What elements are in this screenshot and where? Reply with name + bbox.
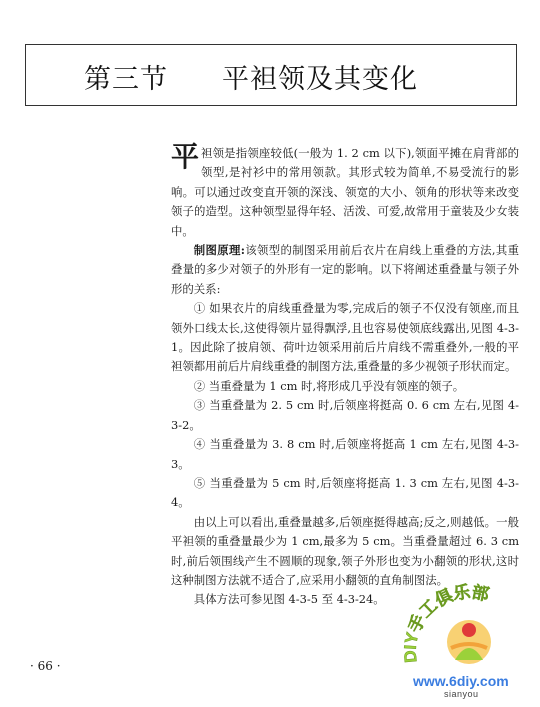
list-item-4: ④ 当重叠量为 3. 8 cm 时,后领座将挺高 1 cm 左右,见图 4-3-3。 (171, 437, 519, 471)
list-item-2: ② 当重叠量为 1 cm 时,将形成几乎没有领座的领子。 (193, 378, 465, 393)
logo-arc-text: Y手工俱乐部 (403, 582, 491, 646)
diy-club-logo-icon (403, 570, 533, 680)
page-number: · 66 · (30, 659, 61, 673)
drop-cap: 平 (171, 140, 200, 173)
list-item-1: ① 如果衣片的肩线重叠量为零,完成后的领子不仅没有领座,而且领外口线太长,这使得领片显得飘浮,且也容易使领底线露出,见图 4-3-1。因此除了披肩领、荷叶边领采用前后片肩线不需重叠外,一般的平袒领都用前后片肩线重叠的制图方法,重叠量的多少视领子形状而定。 (171, 301, 519, 374)
list-item-3: ③ 当重叠量为 2. 5 cm 时,后领座将挺高 0. 6 cm 左右,见图 4-3-2。 (171, 398, 519, 432)
intro-text: 袒领是指领座较低(一般为 1. 2 cm 以下),领面平摊在肩背部的领型,是衬衫中的常用领款。其形式较为简单,不易受流行的影响。可以通过改变直开领的深浅、领宽的大小、领角的形状等来改变领子的造型。这种领型显得年轻、活泼、可爱,故常用于童装及少女装中。 (171, 146, 519, 238)
logo-site-url: www.6diy.com (413, 673, 509, 689)
section-number: 第三节 (84, 64, 168, 95)
body-text (171, 140, 519, 610)
principle-label: 制图原理: (193, 243, 245, 258)
reference-paragraph: 具体方法可参见图 4-3-5 至 4-3-24。 (193, 592, 385, 607)
list-item-5: ⑤ 当重叠量为 5 cm 时,后领座将挺高 1. 3 cm 左右,见图 4-3-4。 (171, 475, 519, 510)
principle-paragraph (171, 241, 519, 299)
section-name: 平袒领及其变化 (222, 64, 418, 95)
conclusion-paragraph: 由以上可以看出,重叠量越多,后领座挺得越高;反之,则越低。一般平袒领的重叠量最少为 1 cm,最多为 5 cm。当重叠量超过 6. 3 cm 时,前后领围线产生不圆顺的现象,领子外形也变为小翻领的形状,这时这种制图方法就不适合了,应采用小翻领的直角制图法。 (171, 514, 519, 587)
principle-text: 该领型的制图采用前后衣片在肩线上重叠的方法,其重叠量的多少对领子的外形有一定的影响。以下将阐述重叠量与领子外形的关系: (171, 243, 519, 296)
intro-paragraph (171, 140, 519, 241)
logo-pinyin: sianyou (444, 689, 479, 699)
watermark-logo (403, 570, 533, 700)
section-title-box (25, 44, 517, 106)
